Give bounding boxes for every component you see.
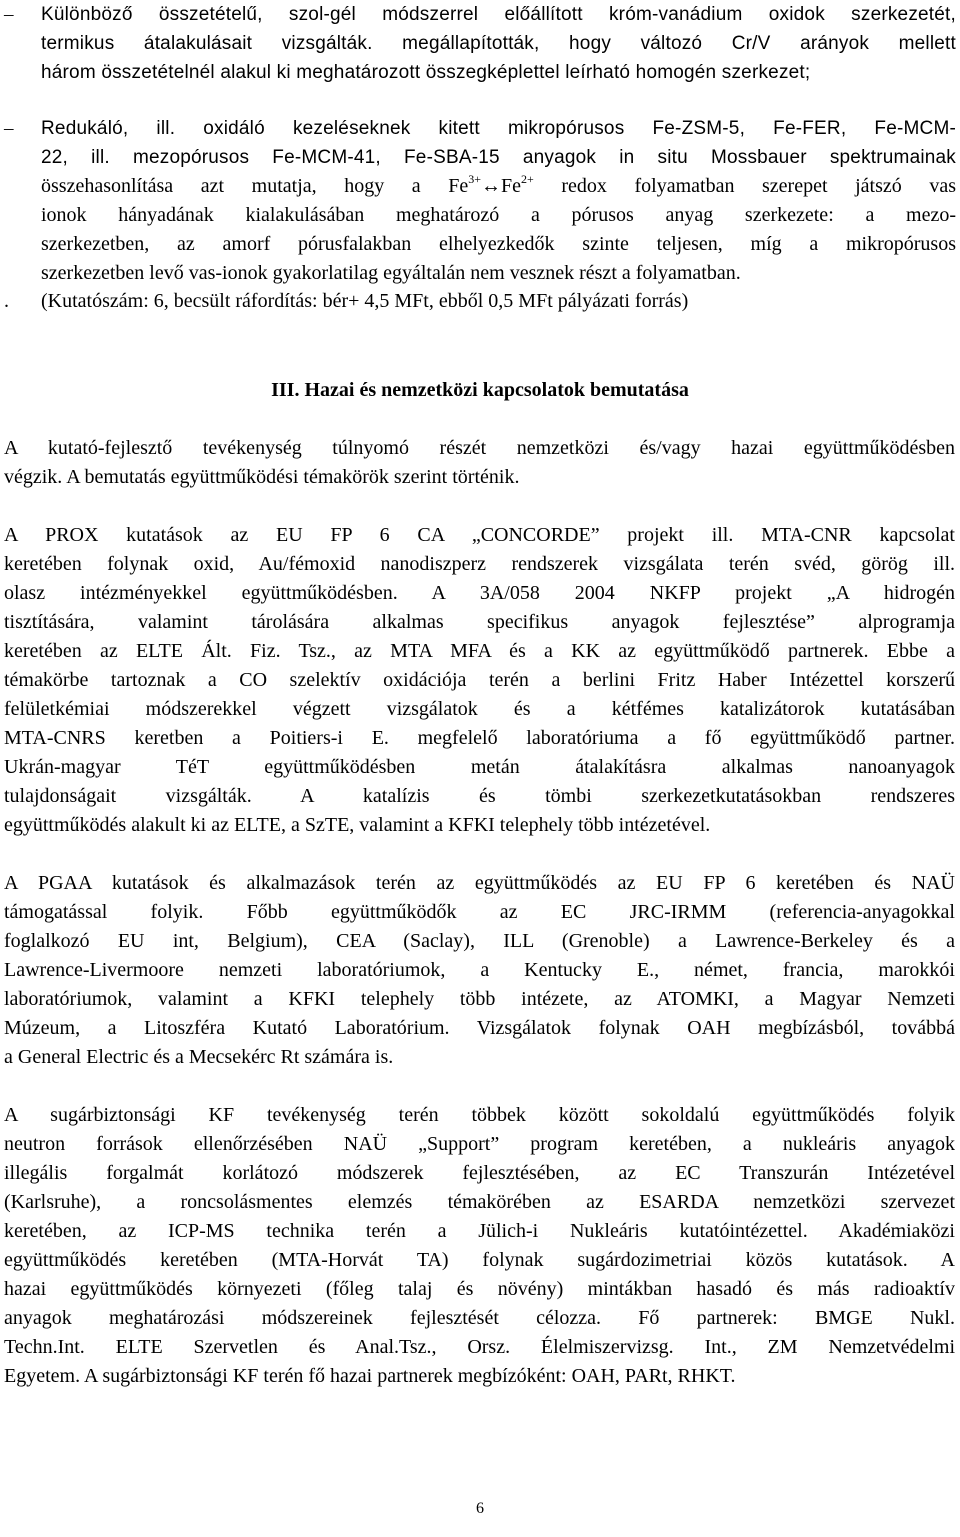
text-segment: redox folyamatban szerepet játszó vas [533, 175, 956, 197]
text-line: együttműködés alakult ki az ELTE, a SzTE, valamint a KFKI telephely több intézetével. [4, 814, 711, 836]
text-line: ionok hányadának kialakulásában meghatározó a pórusos anyag szerkezete: a mezo- [41, 204, 956, 226]
text-line: a General Electric és a Mecsekérc Rt számára is. [4, 1046, 394, 1068]
text-line: termikus átalakulásait vizsgálták. megállapították, hogy változó Cr/V arányok mellett [41, 33, 956, 54]
text-line: A PROX kutatások az EU FP 6 CA „CONCORDE” projekt ill. MTA-CNR kapcsolat [4, 524, 955, 546]
text-line: tisztítására, valamint tárolására alkalmas specifikus anyagok fejlesztése” alprogramja [4, 611, 955, 633]
text-line: felületkémiai módszerekkel végzett vizsgálatok és a kétfémes katalizátorok kutatásában [4, 698, 955, 720]
text-line: szerkezetben levő vas-ionok gyakorlatilag egyáltalán nem vesznek részt a folyamatban. [41, 262, 741, 284]
paragraph-intro [4, 434, 955, 492]
text-line: neutron források ellenőrzésében NAÜ „Support” program keretében, a nukleáris anyagok [4, 1133, 955, 1155]
text-line: hazai együttműködés környezeti (főleg talaj és növény) mintákban hasadó és más radioaktív [4, 1278, 955, 1300]
paragraph-pgaa [4, 869, 955, 1072]
text-line: Különböző összetételű, szol-gél módszerrel előállított króm-vanádium oxidok szerkezetét, [41, 4, 956, 25]
bullet-dash: – [4, 4, 14, 25]
text-line: A kutató-fejlesztő tevékenység túlnyomó részét nemzetközi és/vagy hazai együttműködésben [4, 437, 955, 459]
text-line: Techn.Int. ELTE Szervetlen és Anal.Tsz., Orsz. Élelmiszervizsg. Int., ZM Nemzetvédelmi [4, 1336, 955, 1358]
text-segment: összehasonlítása azt mutatja, hogy a Fe [41, 175, 469, 197]
text-line: foglalkozó EU int, Belgium), CEA (Saclay), ILL (Grenoble) a Lawrence-Berkeley és a [4, 930, 955, 952]
bullet-dash: – [4, 118, 14, 139]
section-heading: III. Hazai és nemzetközi kapcsolatok bemutatása [271, 379, 689, 401]
note-text: (Kutatószám: 6, becsült ráfordítás: bér+ 4,5 MFt, ebből 0,5 MFt pályázati forrás) [41, 290, 689, 312]
text-line: három összetételnél alakul ki meghatározott összegképlettel leírható homogén szerkezet; [41, 62, 811, 83]
text-line: témakörbe tartoznak a CO szelektív oxidációja terén a berlini Fritz Haber Intézettel korszerű [4, 669, 955, 691]
text-line: keretében, az ICP-MS technika terén a Jülich-i Nukleáris kutatóintézettel. Akadémiaközi [4, 1220, 955, 1242]
text-segment: Fe [501, 175, 522, 197]
text-line: (Karlsruhe), a roncsolásmentes elemzés témakörében az ESARDA nemzetközi szervezet [4, 1191, 955, 1213]
page-number: 6 [476, 1500, 484, 1517]
text-line: anyagok meghatározási módszereinek fejlesztését célozza. Fő partnerek: BMGE Nukl. [4, 1307, 955, 1329]
note-dot: . [4, 290, 9, 312]
bullet-text [41, 114, 956, 288]
text-line: Múzeum, a Litoszféra Kutató Laboratórium. Vizsgálatok folynak OAH megbízásból, továbbá [4, 1017, 955, 1039]
research-note [4, 287, 688, 316]
text-line: A PGAA kutatások és alkalmazások terén az együttműködés az EU FP 6 keretében és NAÜ [4, 872, 955, 894]
text-line: MTA-CNRS keretben a Poitiers-i E. megfelelő laboratóriuma a fő együttműködő partner. [4, 727, 955, 749]
paragraph-radiation-safety [4, 1101, 955, 1391]
superscript: 3+ [468, 172, 482, 186]
text-line: Lawrence-Livermoore nemzeti laboratóriumok, a Kentucky E., német, francia, marokkói [4, 959, 955, 981]
text-line: Ukrán-magyar TéT együttműködésben metán átalakításra alkalmas nanoanyagok [4, 756, 955, 778]
text-line: olasz intézményekkel együttműködésben. A 3A/058 2004 NKFP projekt „A hidrogén [4, 582, 955, 604]
text-line: Egyetem. A sugárbiztonsági KF terén fő hazai partnerek megbízóként: OAH, PARt, RHKT. [4, 1365, 736, 1387]
paragraph-prox [4, 521, 955, 840]
bullet-text [41, 0, 956, 87]
bullet-item-fe-zeolites [4, 114, 956, 288]
text-line: szerkezetben, az amorf pórusfalakban elhelyezkedők szinte teljesen, míg a mikropórusos [41, 233, 956, 255]
text-line: 22, ill. mezopórusos Fe-MCM-41, Fe-SBA-15 anyagok in situ Mossbauer spektrumainak [41, 147, 956, 168]
text-line: keretében folynak oxid, Au/fémoxid nanodiszperz rendszerek vizsgálata terén svéd, görög ill. [4, 553, 955, 575]
bullet-item-cr-v-oxides [4, 0, 956, 87]
text-line: Redukáló, ill. oxidáló kezeléseknek kitett mikropórusos Fe-ZSM-5, Fe-FER, Fe-MCM- [41, 118, 956, 139]
text-line: illegális forgalmát korlátozó módszerek fejlesztésében, az EC Transzurán Intézetével [4, 1162, 955, 1184]
text-line-redox [41, 172, 956, 201]
text-line: laboratóriumok, valamint a KFKI telephely több intézete, az ATOMKI, a Magyar Nemzeti [4, 988, 955, 1010]
text-line: támogatással folyik. Főbb együttműködők az EC JRC-IRMM (referencia-anyagokkal [4, 901, 955, 923]
superscript: 2+ [521, 172, 534, 186]
text-line: végzik. A bemutatás együttműködési témakörök szerint történik. [4, 466, 520, 488]
text-line: A sugárbiztonsági KF tevékenység terén többek között sokoldalú együttműködés folyik [4, 1104, 955, 1126]
text-line: tulajdonságait vizsgálták. A katalízis és tömbi szerkezetkutatásokban rendszeres [4, 785, 955, 807]
text-line: keretében az ELTE Ált. Fiz. Tsz., az MTA MFA és a KK az együttműködő partnerek. Ebbe a [4, 640, 955, 662]
text-line: együttműködés keretében (MTA-Horvát TA) folynak sugárdozimetriai közös kutatások. A [4, 1249, 955, 1271]
double-arrow-icon: ↔ [481, 175, 502, 197]
